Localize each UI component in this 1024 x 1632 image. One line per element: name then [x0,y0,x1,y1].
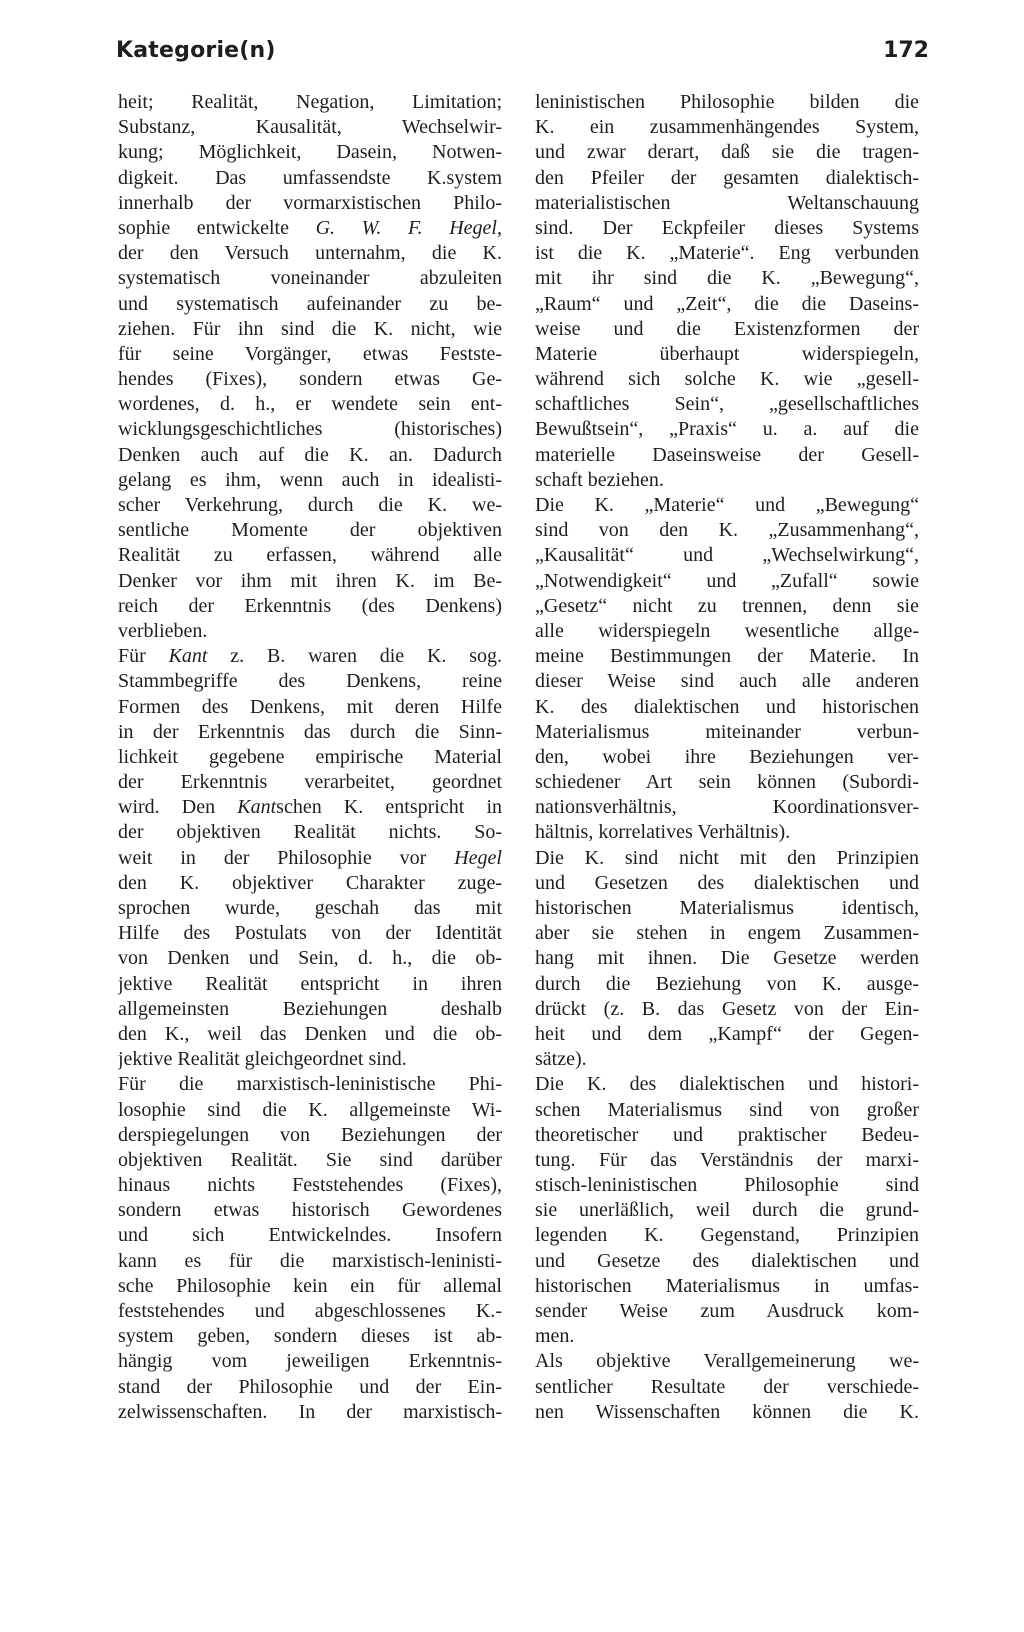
text-line: sentliche Momente der objektiven [118,519,502,542]
text-line: wicklungsgeschichtliches (historisches) [118,418,502,441]
text-line: Die K. sind nicht mit den Prinzipien [535,846,919,869]
text-line: verblieben. [118,619,208,642]
text-line: hang mit ihnen. Die Gesetze werden [535,947,919,970]
text-line: „Raum“ und „Zeit“, die die Daseins- [535,292,919,315]
text-line: für seine Vorgänger, etwas Festste- [118,342,502,365]
text-line: legenden K. Gegenstand, Prinzipien [535,1224,919,1247]
text-line: wird. Den Kantschen K. entspricht in [118,796,502,819]
text-line: Die K. „Materie“ und „Bewegung“ [535,494,919,516]
text-line: und systematisch aufeinander zu be- [118,292,502,315]
text-line: kung; Möglichkeit, Dasein, Notwen- [118,141,502,164]
text-line: Für Kant z. B. waren die K. sog. [118,645,502,668]
text-line: Realität zu erfassen, während alle [118,544,502,567]
text-line: alle widerspiegeln wesentliche allge- [535,619,919,642]
text-line: mit ihr sind die K. „Bewegung“, [535,267,919,290]
text-line: Stammbegriffe des Denkens, reine [118,670,502,693]
text-line: materialistischen Weltanschauung [535,191,919,214]
text-line: Für die marxistisch-leninistische Phi- [118,1073,502,1096]
text-line: sind. Der Eckpfeiler dieses Systems [535,216,919,239]
text-line: gelang es ihm, wenn auch in idealisti- [118,468,502,491]
text-line: stisch-leninistischen Philosophie sind [535,1174,919,1197]
text-line: Denker vor ihm mit ihren K. im Be- [118,569,502,592]
text-line: allgemeinsten Beziehungen deshalb [118,997,502,1020]
text-line: und Gesetze des dialektischen und [535,1249,919,1272]
text-line: aber sie stehen in engem Zusammen- [535,922,919,945]
text-line: und Gesetzen des dialektischen und [535,871,919,894]
text-line: und zwar derart, daß sie die tragen- [535,141,919,164]
text-line: Als objektive Verallgemeinerung we- [535,1350,919,1373]
text-line: nationsverhältnis, Koordinationsver- [535,796,919,819]
text-line: durch die Beziehung von K. ausge- [535,972,919,995]
text-line: reich der Erkenntnis (des Denkens) [118,594,502,617]
text-line: in der Erkenntnis das durch die Sinn- [118,720,502,743]
text-line: während sich solche K. wie „gesell- [535,368,919,391]
text-line: leninistischen Philosophie bilden die [535,91,919,113]
text-line: sender Weise zum Ausdruck kom- [535,1300,919,1322]
text-line: zelwissenschaften. In der marxistisch- [118,1400,502,1423]
text-line: materielle Daseinsweise der Gesell- [535,443,919,466]
text-line: wordenes, d. h., er wendete sein ent- [118,393,502,416]
page-title: Kategorie(n) [116,38,276,63]
text-line: feststehendes und abgeschlossenes K.- [118,1300,502,1322]
text-line: hinaus nichts Feststehendes (Fixes), [118,1174,502,1197]
left-text-column [118,90,502,1425]
text-line: heit und dem „Kampf“ der Gegen- [535,1022,919,1045]
text-line: men. [535,1325,575,1348]
text-line: Denken auch auf die K. an. Dadurch [118,443,502,466]
text-line: „Gesetz“ nicht zu trennen, denn sie [535,594,919,617]
text-line: den K. objektiver Charakter zuge- [118,871,502,894]
text-line: hendes (Fixes), sondern etwas Ge- [118,368,502,391]
text-line: K. des dialektischen und historischen [535,695,919,718]
text-line: der objektiven Realität nichts. So- [118,821,502,844]
text-line: schiedener Art sein können (Subordi- [535,771,919,794]
text-line: K. ein zusammenhängendes System, [535,116,919,139]
text-line: weise und die Existenzformen der [535,317,919,340]
text-line: tung. Für das Verständnis der marxi- [535,1148,919,1171]
text-line: Substanz, Kausalität, Wechselwir- [118,116,502,139]
text-line: jektive Realität gleichgeordnet sind. [118,1048,407,1071]
text-line: scher Verkehrung, durch die K. we- [118,494,502,516]
text-line: und sich Entwickelndes. Insofern [118,1224,502,1247]
text-line: meine Bestimmungen der Materie. In [535,645,919,668]
text-line: Die K. des dialektischen und histori- [535,1073,919,1096]
text-line: weit in der Philosophie vor Hegel [118,846,502,869]
text-line: schen Materialismus sind von großer [535,1098,919,1121]
text-line: Formen des Denkens, mit deren Hilfe [118,695,502,718]
text-line: schaft beziehen. [535,468,664,491]
page-number: 172 [883,38,929,63]
text-line: digkeit. Das umfassendste K.system [118,166,502,189]
text-line: dieser Weise sind auch alle anderen [535,670,919,693]
text-line: theoretischer und praktischer Bedeu- [535,1123,919,1146]
text-line: der Erkenntnis verarbeitet, geordnet [118,771,502,794]
text-line: innerhalb der vormarxistischen Philo- [118,191,502,214]
text-line: systematisch voneinander abzuleiten [118,267,502,290]
text-line: historischen Materialismus in umfas- [535,1274,919,1297]
text-line: sondern etwas historisch Gewordenes [118,1199,502,1222]
text-line: Materie überhaupt widerspiegeln, [535,342,919,365]
text-line: von Denken und Sein, d. h., die ob- [118,947,502,970]
text-line: lichkeit gegebene empirische Material [118,745,502,768]
text-line: der den Versuch unternahm, die K. [118,242,502,265]
text-line: Hilfe des Postulats von der Identität [118,922,502,945]
text-line: sätze). [535,1048,587,1071]
text-line: den, wobei ihre Beziehungen ver- [535,745,919,768]
right-text-column [535,90,919,1425]
text-line: sie unerläßlich, weil durch die grund- [535,1199,919,1222]
text-line: sophie entwickelte G. W. F. Hegel, [118,216,502,239]
text-line: schaftliches Sein“, „gesellschaftliches [535,393,919,416]
text-line: stand der Philosophie und der Ein- [118,1375,502,1398]
text-line: sind von den K. „Zusammenhang“, [535,519,919,542]
text-line: Bewußtsein“, „Praxis“ u. a. auf die [535,418,919,441]
text-line: hältnis, korrelatives Verhältnis). [535,821,791,844]
text-line: sentlicher Resultate der verschiede- [535,1375,919,1398]
text-line: heit; Realität, Negation, Limitation; [118,91,502,113]
text-line: nen Wissenschaften können die K. [535,1400,919,1423]
text-line: sprochen wurde, geschah das mit [118,897,502,919]
text-line: Materialismus miteinander verbun- [535,720,919,743]
text-line: den Pfeiler der gesamten dialektisch- [535,166,919,189]
text-line: hängig vom jeweiligen Erkenntnis- [118,1350,502,1373]
text-line: ziehen. Für ihn sind die K. nicht, wie [118,317,502,340]
text-line: drückt (z. B. das Gesetz von der Ein- [535,997,919,1020]
text-line: jektive Realität entspricht in ihren [118,972,502,995]
text-line: objektiven Realität. Sie sind darüber [118,1148,502,1171]
text-line: „Notwendigkeit“ und „Zufall“ sowie [535,569,919,592]
text-line: historischen Materialismus identisch, [535,897,919,919]
text-line: den K., weil das Denken und die ob- [118,1022,502,1045]
text-line: kann es für die marxistisch-leninisti- [118,1249,502,1272]
text-line: system geben, sondern dieses ist ab- [118,1325,502,1348]
text-line: „Kausalität“ und „Wechselwirkung“, [535,544,919,567]
text-line: losophie sind die K. allgemeinste Wi- [118,1098,502,1121]
text-line: derspiegelungen von Beziehungen der [118,1123,502,1146]
text-line: sche Philosophie kein ein für allemal [118,1274,502,1297]
text-line: ist die K. „Materie“. Eng verbunden [535,242,919,265]
